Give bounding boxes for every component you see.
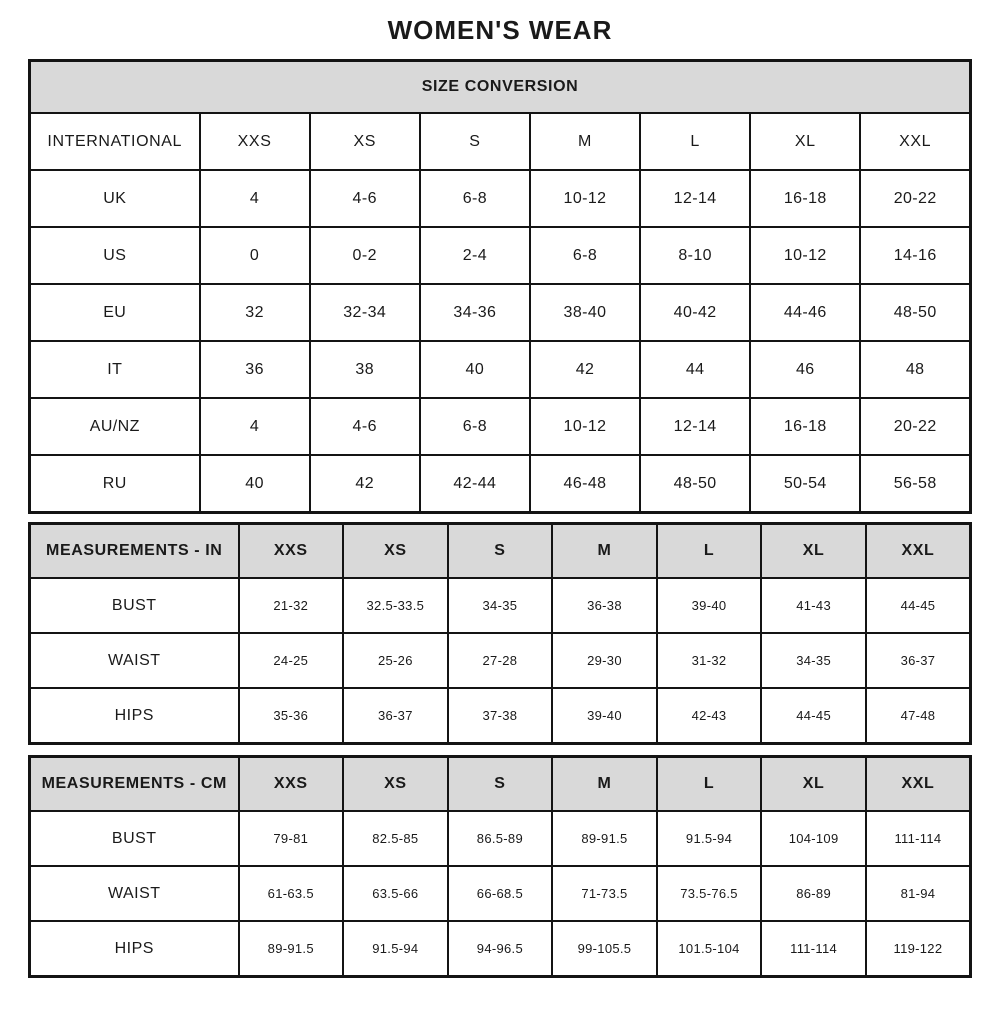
row-label: BUST (30, 811, 239, 866)
measurement-cell: 35-36 (239, 688, 344, 744)
size-cell: 44 (640, 341, 750, 398)
measurements-cm-table (28, 755, 972, 978)
size-cell: 40 (200, 455, 310, 513)
measurement-cell: 99-105.5 (552, 921, 657, 977)
size-column-header-m: M (552, 757, 657, 812)
table-row-it (30, 341, 971, 398)
row-label: AU/NZ (30, 398, 200, 455)
size-cell: 4 (200, 398, 310, 455)
size-cell: 42 (310, 455, 420, 513)
size-cell: 0-2 (310, 227, 420, 284)
measurement-cell: 25-26 (343, 633, 448, 688)
measurement-cell: 79-81 (239, 811, 344, 866)
size-column-header-m: M (530, 113, 640, 170)
measurement-cell: 39-40 (657, 578, 762, 633)
measurement-cell: 94-96.5 (448, 921, 553, 977)
table-row-ru (30, 455, 971, 513)
table-row-us (30, 227, 971, 284)
row-label: HIPS (30, 688, 239, 744)
table-row-waist-cm (30, 866, 971, 921)
measurement-cell: 71-73.5 (552, 866, 657, 921)
measurement-cell: 81-94 (866, 866, 971, 921)
measurement-cell: 66-68.5 (448, 866, 553, 921)
measurement-cell: 91.5-94 (657, 811, 762, 866)
size-conversion-title: SIZE CONVERSION (30, 61, 971, 114)
row-label: US (30, 227, 200, 284)
size-cell: 10-12 (530, 398, 640, 455)
size-column-header-xs: XS (343, 757, 448, 812)
size-cell: 12-14 (640, 398, 750, 455)
size-cell: 0 (200, 227, 310, 284)
measurement-cell: 36-38 (552, 578, 657, 633)
size-column-header-l: L (657, 757, 762, 812)
size-cell: 40-42 (640, 284, 750, 341)
size-cell: 10-12 (530, 170, 640, 227)
measurement-cell: 82.5-85 (343, 811, 448, 866)
row-label: RU (30, 455, 200, 513)
size-cell: 4 (200, 170, 310, 227)
size-column-header-l: L (640, 113, 750, 170)
size-column-header-xxl: XXL (866, 757, 971, 812)
size-column-header-xxs: XXS (200, 113, 310, 170)
measurement-cell: 89-91.5 (552, 811, 657, 866)
size-cell: 12-14 (640, 170, 750, 227)
measurement-cell: 39-40 (552, 688, 657, 744)
measurement-cell: 36-37 (343, 688, 448, 744)
size-cell: 42-44 (420, 455, 530, 513)
table-row-eu (30, 284, 971, 341)
size-chart-page (0, 15, 1000, 978)
size-cell: 36 (200, 341, 310, 398)
size-cell: 8-10 (640, 227, 750, 284)
size-cell: 10-12 (750, 227, 860, 284)
table-row-waist-in (30, 633, 971, 688)
size-cell: 50-54 (750, 455, 860, 513)
size-cell: 44-46 (750, 284, 860, 341)
size-column-header-l: L (657, 524, 762, 579)
size-cell: 4-6 (310, 398, 420, 455)
table-row-uk (30, 170, 971, 227)
measurement-cell: 89-91.5 (239, 921, 344, 977)
size-cell: 6-8 (420, 398, 530, 455)
measurement-cell: 86.5-89 (448, 811, 553, 866)
size-column-header-xxl: XXL (866, 524, 971, 579)
table-row-hips-cm (30, 921, 971, 977)
table-row-bust-cm (30, 811, 971, 866)
size-cell: 40 (420, 341, 530, 398)
size-cell: 20-22 (860, 398, 970, 455)
row-label: WAIST (30, 633, 239, 688)
measurement-cell: 101.5-104 (657, 921, 762, 977)
row-label: UK (30, 170, 200, 227)
measurement-cell: 27-28 (448, 633, 553, 688)
size-column-header-xs: XS (343, 524, 448, 579)
measurement-cell: 44-45 (761, 688, 866, 744)
size-column-header-xl: XL (750, 113, 860, 170)
table-row-bust-in (30, 578, 971, 633)
measurement-cell: 47-48 (866, 688, 971, 744)
size-cell: 42 (530, 341, 640, 398)
size-column-header-xs: XS (310, 113, 420, 170)
measurement-cell: 34-35 (761, 633, 866, 688)
size-cell: 14-16 (860, 227, 970, 284)
measurements-in-table (28, 522, 972, 745)
measurement-cell: 41-43 (761, 578, 866, 633)
size-column-header-m: M (552, 524, 657, 579)
size-column-header-s: S (420, 113, 530, 170)
size-cell: 16-18 (750, 170, 860, 227)
measurement-cell: 119-122 (866, 921, 971, 977)
measurement-cell: 24-25 (239, 633, 344, 688)
size-cell: 20-22 (860, 170, 970, 227)
measurement-cell: 73.5-76.5 (657, 866, 762, 921)
page-title: WOMEN'S WEAR (387, 15, 613, 45)
measurement-cell: 61-63.5 (239, 866, 344, 921)
size-cell: 6-8 (420, 170, 530, 227)
size-column-header-xxl: XXL (860, 113, 970, 170)
size-column-header-xl: XL (761, 524, 866, 579)
size-cell: 48-50 (640, 455, 750, 513)
size-cell: 38 (310, 341, 420, 398)
size-conversion-table (28, 59, 972, 514)
measurement-cell: 44-45 (866, 578, 971, 633)
measurement-cell: 34-35 (448, 578, 553, 633)
size-column-header-s: S (448, 757, 553, 812)
size-cell: 32 (200, 284, 310, 341)
size-cell: 2-4 (420, 227, 530, 284)
size-cell: 38-40 (530, 284, 640, 341)
size-cell: 48-50 (860, 284, 970, 341)
row-label: HIPS (30, 921, 239, 977)
row-label: IT (30, 341, 200, 398)
size-column-header-xxs: XXS (239, 524, 344, 579)
size-cell: 46-48 (530, 455, 640, 513)
measurement-cell: 91.5-94 (343, 921, 448, 977)
measurement-cell: 36-37 (866, 633, 971, 688)
measurement-cell: 29-30 (552, 633, 657, 688)
row-label: BUST (30, 578, 239, 633)
size-cell: 34-36 (420, 284, 530, 341)
measurement-cell: 31-32 (657, 633, 762, 688)
size-column-header-s: S (448, 524, 553, 579)
measurement-cell: 104-109 (761, 811, 866, 866)
size-cell: 48 (860, 341, 970, 398)
size-cell: 4-6 (310, 170, 420, 227)
size-column-header-xxs: XXS (239, 757, 344, 812)
size-cell: 56-58 (860, 455, 970, 513)
size-column-header-xl: XL (761, 757, 866, 812)
measurement-cell: 32.5-33.5 (343, 578, 448, 633)
measurement-cell: 86-89 (761, 866, 866, 921)
row-label: WAIST (30, 866, 239, 921)
measurement-cell: 21-32 (239, 578, 344, 633)
table-row-hips-in (30, 688, 971, 744)
measurement-cell: 63.5-66 (343, 866, 448, 921)
table-row-aunz (30, 398, 971, 455)
size-cell: 6-8 (530, 227, 640, 284)
measurement-cell: 111-114 (866, 811, 971, 866)
measurement-cell: 42-43 (657, 688, 762, 744)
size-cell: 16-18 (750, 398, 860, 455)
column-header-international: INTERNATIONAL (30, 113, 200, 170)
size-cell: 46 (750, 341, 860, 398)
measurement-cell: 37-38 (448, 688, 553, 744)
measurement-cell: 111-114 (761, 921, 866, 977)
row-label: EU (30, 284, 200, 341)
measurements-cm-title: MEASUREMENTS - CM (30, 757, 239, 812)
size-cell: 32-34 (310, 284, 420, 341)
measurements-in-title: MEASUREMENTS - IN (30, 524, 239, 579)
